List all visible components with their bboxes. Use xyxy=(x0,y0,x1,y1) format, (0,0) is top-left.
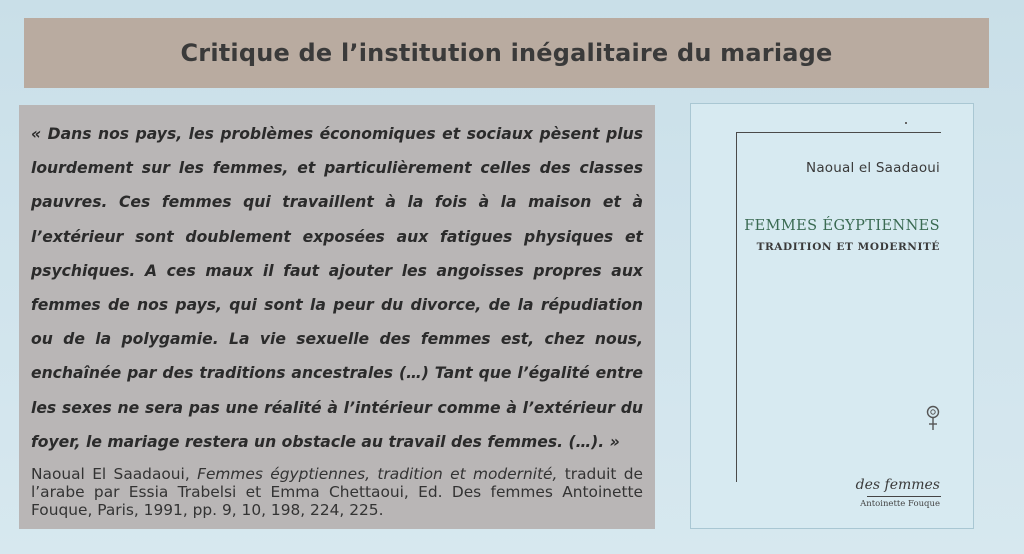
slide-title-bar xyxy=(24,18,989,88)
citation-work: Femmes égyptiennes, tradition et modernité, xyxy=(197,465,558,484)
female-symbol-icon xyxy=(925,404,941,432)
citation-author: Naoual El Saadaoui, xyxy=(31,465,190,484)
citation-details: traduit de l’arabe par Essia Trabelsi et Emma Chettaoui, Ed. Des femmes Antoinette Fouque, Paris, 1991, pp. 9, 10, 198, 224, 225. xyxy=(31,465,643,520)
book-author: Naoual el Saadaoui xyxy=(806,160,940,176)
publisher-rule xyxy=(867,496,941,497)
quote-box xyxy=(19,105,655,529)
cover-rule-top xyxy=(736,132,941,133)
citation xyxy=(31,465,643,519)
slide-title: Critique de l’institution inégalitaire du mariage xyxy=(180,39,833,67)
book-publisher: des femmes xyxy=(855,477,940,493)
book-cover xyxy=(690,103,974,529)
quote-text: « Dans nos pays, les problèmes économiques et sociaux pèsent plus lourdement sur les femmes, et particulièrement celles des classes pauvres. Ces femmes qui travaillent à la fois à la maison et à l’extérieur sont doublement exposées aux fatigues physiques et psychiques. A ces maux il faut ajouter les angoisses propres aux femmes de nos pays, qui sont la peur du divorce, de la répudiation ou de la polygamie. La vie sexuelle des femmes est, chez nous, enchaînée par des traditions ancestrales (…) Tant que l’égalité entre les sexes ne sera pas une réalité à l’intérieur comme à l’extérieur du foyer, le mariage restera un obstacle au travail des femmes. (…). » xyxy=(31,125,643,451)
book-subtitle: TRADITION ET MODERNITÉ xyxy=(756,241,940,253)
book-title: FEMMES ÉGYPTIENNES xyxy=(744,218,940,234)
cover-rule-left xyxy=(736,132,737,482)
book-publisher-sub: Antoinette Fouque xyxy=(860,499,940,509)
